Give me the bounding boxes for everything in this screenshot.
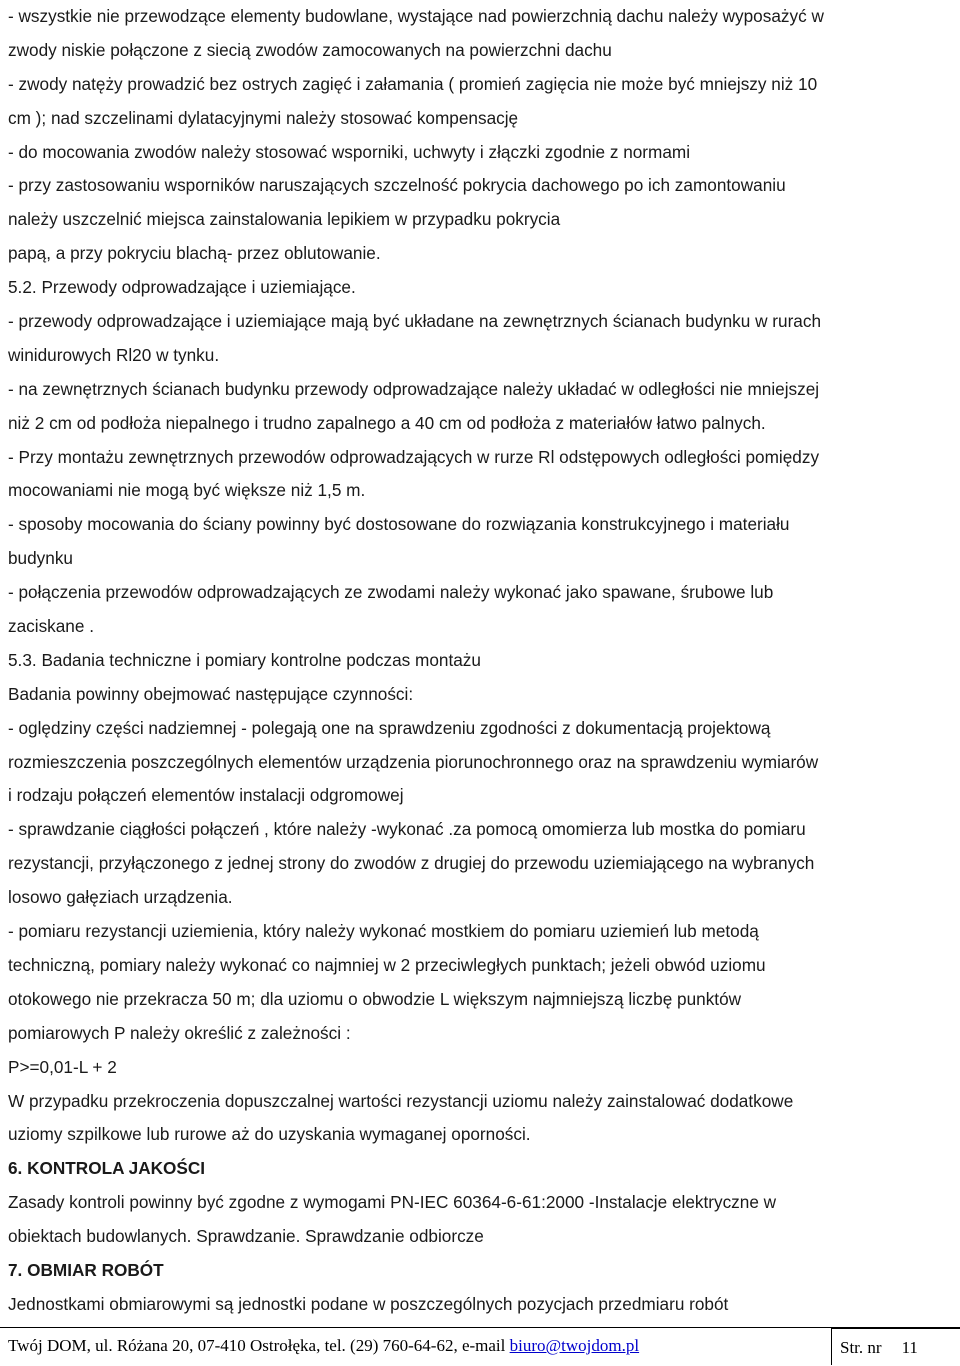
text-line: - do mocowania zwodów należy stosować wsporniki, uchwyty i złączki zgodnie z normami — [8, 141, 691, 162]
text-line: rozmieszczenia poszczególnych elementów urządzenia piorunochronnego oraz na sprawdzeniu wymiarów — [8, 751, 819, 772]
text-line: rezystancji, przyłączonego z jednej strony do zwodów z drugiej do przewodu uziemiającego na wybranych — [8, 853, 815, 874]
text-line: techniczną, pomiary należy wykonać co najmniej w 2 przeciwległych punktach; jeżeli obwód uziomu — [8, 954, 766, 975]
text-line: - na zewnętrznych ścianach budynku przewody odprowadzające należy układać w odległości nie mniejszej — [8, 378, 820, 399]
text-line: W przypadku przekroczenia dopuszczalnej wartości rezystancji uziomu należy zainstalować dodatkowe — [8, 1090, 794, 1111]
text-line: - pomiaru rezystancji uziemienia, który należy wykonać mostkiem do pomiaru uziemień lub metodą — [8, 921, 759, 942]
text-line: mocowaniami nie mogą być większe niż 1,5 m. — [8, 480, 366, 501]
text-line: - przewody odprowadzające i uziemiające mają być układane na zewnętrznych ścianach budynku w rurach — [8, 311, 822, 332]
page-label: Str. nr — [840, 1338, 882, 1357]
formula-line: P>=0,01-L + 2 — [8, 1056, 117, 1077]
footer-company-info — [8, 1331, 639, 1361]
text-line: zwody niskie połączone z siecią zwodów zamocowanych na powierzchni dachu — [8, 39, 612, 60]
text-line: papą, a przy pokryciu blachą- przez oblutowanie. — [8, 243, 381, 264]
text-line: Zasady kontroli powinny być zgodne z wymogami PN-IEC 60364-6-61:2000 -Instalacje elektryczne w — [8, 1192, 777, 1213]
section-heading-7: 7. OBMIAR ROBÓT — [8, 1259, 164, 1280]
text-line: należy uszczelnić miejsca zainstalowania lepikiem w przypadku pokrycia — [8, 209, 561, 230]
section-heading-5-2: 5.2. Przewody odprowadzające i uziemiające. — [8, 277, 356, 298]
text-line: obiektach budowlanych. Sprawdzanie. Sprawdzanie odbiorcze — [8, 1226, 484, 1247]
text-line: budynku — [8, 548, 73, 569]
text-line: - sprawdzanie ciągłości połączeń , które należy -wykonać .za pomocą omomierza lub mostka do pomiaru — [8, 819, 806, 840]
text-line: winidurowych Rl20 w tynku. — [8, 344, 220, 365]
text-line: - Przy montażu zewnętrznych przewodów odprowadzających w rurze Rl odstępowych odległości pomiędzy — [8, 446, 820, 467]
text-line: - wszystkie nie przewodzące elementy budowlane, wystające nad powierzchnią dachu należy wyposażyć w — [8, 6, 824, 26]
text-line: Badania powinny obejmować następujące czynności: — [8, 683, 414, 704]
text-line: - oględziny części nadziemnej - polegają one na sprawdzeniu zgodności z dokumentacją projektową — [8, 717, 771, 738]
section-heading-6: 6. KONTROLA JAKOŚCI — [8, 1158, 206, 1179]
section-heading-5-3: 5.3. Badania techniczne i pomiary kontrolne podczas montażu — [8, 649, 481, 670]
text-line: Jednostkami obmiarowymi są jednostki podane w poszczególnych pozycjach przedmiaru robót — [8, 1293, 729, 1314]
text-line: otokowego nie przekracza 50 m; dla uziomu o obwodzie L większym najmniejszą liczbę punktów — [8, 988, 742, 1009]
page-number: 11 — [901, 1338, 918, 1357]
text-line: pomiarowych P należy określić z zależności : — [8, 1022, 351, 1043]
text-line: - zwody natęży prowadzić bez ostrych zagięć i załamania ( promień zagięcia nie może być mniejszy niż 10 — [8, 73, 818, 94]
document-body — [8, 0, 953, 1322]
page-number-box — [831, 1328, 960, 1365]
text-line: - sposoby mocowania do ściany powinny być dostosowane do rozwiązania konstrukcyjnego i materiału — [8, 514, 790, 535]
footer-email-link[interactable]: biuro@twojdom.pl — [509, 1336, 640, 1355]
text-line: i rodzaju połączeń elementów instalacji odgromowej — [8, 785, 404, 806]
text-line: zaciskane . — [8, 616, 94, 637]
footer-company-text: Twój DOM, ul. Różana 20, 07-410 Ostrołęka, tel. (29) 760-64-62, e-mail — [8, 1336, 510, 1355]
text-line: cm ); nad szczelinami dylatacyjnymi należy stosować kompensację — [8, 107, 519, 128]
text-line: losowo gałęziach urządzenia. — [8, 887, 233, 908]
text-line: - przy zastosowaniu wsporników naruszających szczelność pokrycia dachowego po ich zamontowaniu — [8, 175, 786, 196]
page-footer — [0, 1327, 960, 1365]
text-line: - połączenia przewodów odprowadzających ze zwodami należy wykonać jako spawane, śrubowe lub — [8, 582, 774, 603]
text-line: uziomy szpilkowe lub rurowe aż do uzyskania wymaganej oporności. — [8, 1124, 531, 1145]
text-line: niż 2 cm od podłoża niepalnego i trudno zapalnego a 40 cm od podłoża z materiałów łatwo palnych. — [8, 412, 766, 433]
